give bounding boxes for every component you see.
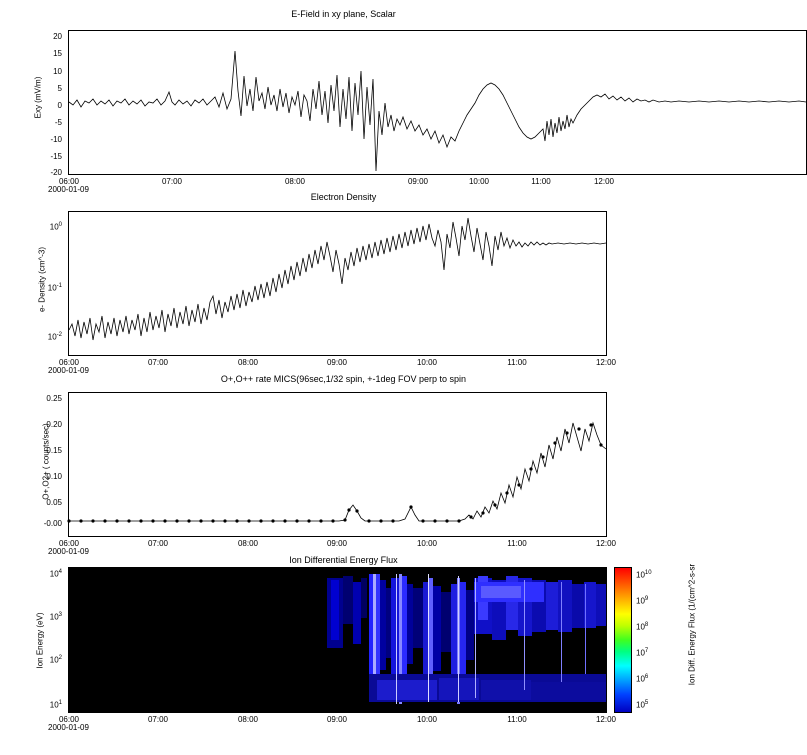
panel4-ytick-2: $10^2$	[49, 655, 62, 665]
panel1-xtick-5: 11:00	[531, 177, 551, 186]
panel1-ytick-8: -20	[50, 168, 62, 177]
panel3-trace-svg	[69, 393, 606, 536]
panel1-xtick-4: 10:00	[468, 177, 490, 186]
panel3-ytick-2: 0.15	[46, 446, 62, 455]
panel4-ytick-0-exp: 4	[58, 569, 62, 575]
panel4-ylabel: Ion Energy (eV)	[35, 612, 45, 669]
panel3-ytick-0: 0.25	[46, 394, 62, 403]
colorbar-tick-2-exp: 8	[644, 622, 649, 628]
panel2-ylabel: e- Density (cm^-3)	[37, 246, 47, 313]
panel4-xtick-0: 06:00	[58, 715, 80, 724]
colorbar-tick-5-exp: 5	[644, 700, 649, 706]
panel1-ylabel: Exy (mV/m)	[33, 76, 43, 119]
panel1-ytick-6: -10	[50, 135, 62, 144]
panel4-ytick-2-exp: 2	[58, 655, 62, 661]
panel1-ytick-7: -15	[50, 152, 62, 161]
colorbar-label: Ion Diff. Energy Flux (1/(cm^2-s-sr	[687, 563, 697, 686]
panel1-ytick-5: -5	[54, 118, 62, 127]
colorbar-tick-3: $10^7$	[636, 648, 649, 658]
panel3-xtick-6: 12:00	[595, 539, 617, 548]
panel1-ytick-1: 15	[53, 49, 62, 58]
panel2-ytick-0: $10^0$	[49, 222, 62, 232]
panel4-xtick-3: 09:00	[326, 715, 348, 724]
panel2-xtick-4: 10:00	[416, 358, 438, 367]
colorbar-tick-1: $10^9$	[636, 596, 649, 606]
panel2-xtick-0: 06:00	[58, 358, 80, 367]
panel1-ytick-2: 10	[53, 67, 62, 76]
panel1-date-label: 2000-01-09	[48, 185, 89, 194]
panel1-trace-svg	[69, 31, 806, 174]
panel3-xtick-4: 10:00	[416, 539, 438, 548]
panel2-trace-svg	[69, 212, 606, 355]
panel3-ytick-1: 0.20	[46, 420, 62, 429]
panel4-xtick-5: 11:00	[507, 715, 527, 724]
panel3-xtick-5: 11:00	[507, 539, 527, 548]
panel3-xtick-2: 08:00	[237, 539, 259, 548]
panel3-xtick-0: 06:00	[58, 539, 80, 548]
colorbar-tick-5: $10^5$	[636, 700, 649, 710]
panel2-xtick-2: 08:00	[237, 358, 259, 367]
panel3-title: O+,O++ rate MICS(96sec,1/32 spin, +-1deg FOV perp to spin	[220, 374, 467, 384]
panel3-xtick-3: 09:00	[326, 539, 348, 548]
panel4-ytick-1-exp: 3	[58, 612, 62, 618]
panel3-date-label: 2000-01-09	[48, 547, 89, 556]
panel4-ytick-1: $10^3$	[49, 612, 62, 622]
panel2-ytick-2-exp: -2	[56, 332, 62, 338]
panel4-xtick-6: 12:00	[595, 715, 617, 724]
panel4-spectrogram	[69, 568, 606, 712]
colorbar-tick-4: $10^6$	[636, 674, 649, 684]
panel4-ytick-0: $10^4$	[49, 569, 62, 579]
colorbar-tick-0-exp: 10	[644, 570, 652, 576]
panel-efield-title: E-Field in xy plane, Scalar	[291, 9, 396, 19]
panel3-ytick-4: 0.05	[46, 498, 62, 507]
colorbar-tick-2: $10^8$	[636, 622, 649, 632]
panel4-axes	[68, 567, 607, 713]
panel2-xtick-5: 11:00	[507, 358, 527, 367]
panel1-xtick-6: 12:00	[593, 177, 615, 186]
panel4-xtick-4: 10:00	[416, 715, 438, 724]
panel4-date-label: 2000-01-09	[48, 723, 89, 732]
panel3-xtick-1: 07:00	[147, 539, 169, 548]
panel1-ytick-4: 0	[57, 101, 62, 110]
panel1-ytick-3: 5	[57, 84, 62, 93]
panel3-ytick-5: -0.00	[43, 519, 62, 528]
panel2-xtick-3: 09:00	[326, 358, 348, 367]
colorbar-tick-4-exp: 6	[644, 674, 649, 680]
panel2-date-label: 2000-01-09	[48, 366, 89, 375]
panel2-xtick-1: 07:00	[147, 358, 169, 367]
colorbar-tick-3-exp: 7	[644, 648, 649, 654]
panel4-title: Ion Differential Energy Flux	[289, 555, 398, 565]
panel1-xtick-3: 09:00	[407, 177, 429, 186]
panel4-xtick-2: 08:00	[237, 715, 259, 724]
panel2-title: Electron Density	[310, 192, 377, 202]
panel1-xtick-0: 06:00	[58, 177, 80, 186]
colorbar	[614, 567, 632, 713]
panel2-xtick-6: 12:00	[595, 358, 617, 367]
panel1-xtick-2: 08:00	[284, 177, 306, 186]
colorbar-tick-1-exp: 9	[644, 596, 649, 602]
panel4-ytick-3: $10^1$	[49, 700, 62, 710]
colorbar-tick-0: $10^{10}$	[636, 570, 652, 580]
panel4-ytick-3-exp: 1	[58, 700, 62, 706]
panel3-ylabel: O+,O2+ ( counts/sec)	[41, 423, 51, 500]
panel2-ytick-0-exp: 0	[58, 222, 62, 228]
panel2-ytick-1-exp: -1	[56, 283, 62, 289]
panel1-ytick-0: 20	[53, 32, 62, 41]
panel1-xtick-1: 07:00	[161, 177, 183, 186]
panel2-ytick-2: $10^{-2}$	[47, 332, 62, 342]
panel3-ytick-3: 0.10	[46, 472, 62, 481]
panel2-ytick-1: $10^{-1}$	[47, 283, 62, 293]
panel4-xtick-1: 07:00	[147, 715, 169, 724]
